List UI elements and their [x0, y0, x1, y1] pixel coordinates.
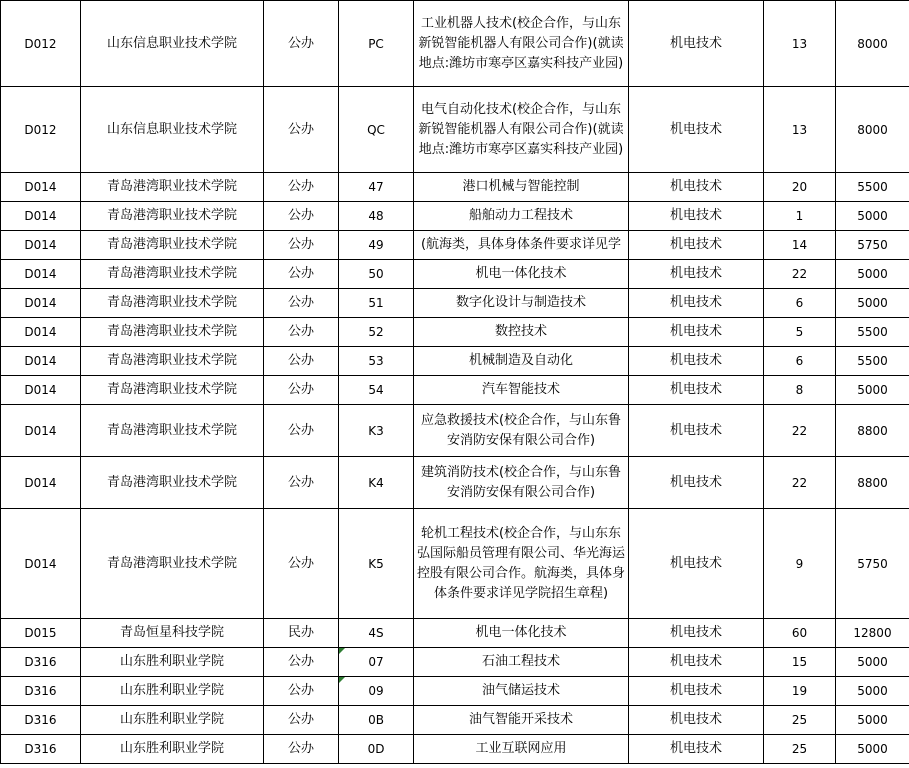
table-row: [1, 648, 909, 677]
school-type: 公办: [264, 231, 339, 260]
school-name: 山东胜利职业学院: [81, 677, 264, 706]
school-type: 公办: [264, 648, 339, 677]
major-category: 机电技术: [629, 457, 764, 509]
school-code: D014: [1, 231, 81, 260]
table-row: [1, 289, 909, 318]
major-category: 机电技术: [629, 405, 764, 457]
table-row: [1, 231, 909, 260]
major-category: 机电技术: [629, 260, 764, 289]
table-row: [1, 405, 909, 457]
school-code: D316: [1, 706, 81, 735]
school-type: 公办: [264, 706, 339, 735]
major-name: 机电一体化技术: [414, 619, 629, 648]
tuition-fee: 8800: [836, 457, 909, 509]
major-code: 07: [339, 648, 414, 677]
school-type: 公办: [264, 1, 339, 87]
major-code: 50: [339, 260, 414, 289]
table-row: [1, 202, 909, 231]
school-type: 公办: [264, 405, 339, 457]
major-code: 09: [339, 677, 414, 706]
tuition-fee: 5000: [836, 202, 909, 231]
major-code: K3: [339, 405, 414, 457]
school-name: 山东胜利职业学院: [81, 648, 264, 677]
school-name: 青岛港湾职业技术学院: [81, 405, 264, 457]
major-category: 机电技术: [629, 648, 764, 677]
major-name: 工业机器人技术(校企合作，与山东新锐智能机器人有限公司合作)(就读地点:潍坊市寒亭区嘉实科技产业园): [414, 1, 629, 87]
plan-count: 60: [764, 619, 836, 648]
school-name: 山东胜利职业学院: [81, 706, 264, 735]
table-row: [1, 260, 909, 289]
major-name: 石油工程技术: [414, 648, 629, 677]
school-type: 公办: [264, 457, 339, 509]
major-code: 4S: [339, 619, 414, 648]
major-category: 机电技术: [629, 173, 764, 202]
major-code: 47: [339, 173, 414, 202]
major-category: 机电技术: [629, 509, 764, 619]
plan-count: 13: [764, 87, 836, 173]
school-code: D014: [1, 202, 81, 231]
plan-count: 15: [764, 648, 836, 677]
school-code: D316: [1, 677, 81, 706]
plan-count: 19: [764, 677, 836, 706]
plan-count: 1: [764, 202, 836, 231]
table-row: [1, 376, 909, 405]
major-name: 电气自动化技术(校企合作，与山东新锐智能机器人有限公司合作)(就读地点:潍坊市寒亭区嘉实科技产业园): [414, 87, 629, 173]
school-name: 青岛恒星科技学院: [81, 619, 264, 648]
school-code: D012: [1, 87, 81, 173]
table-row: [1, 735, 909, 764]
school-code: D316: [1, 735, 81, 764]
table-row: [1, 347, 909, 376]
major-name: 应急救援技术(校企合作，与山东鲁安消防安保有限公司合作): [414, 405, 629, 457]
tuition-fee: 5500: [836, 173, 909, 202]
table-row: [1, 1, 909, 87]
school-name: 青岛港湾职业技术学院: [81, 202, 264, 231]
plan-count: 22: [764, 405, 836, 457]
major-category: 机电技术: [629, 677, 764, 706]
school-name: 青岛港湾职业技术学院: [81, 318, 264, 347]
school-name: 山东信息职业技术学院: [81, 1, 264, 87]
table-row: [1, 619, 909, 648]
plan-count: 22: [764, 260, 836, 289]
major-name: 机械制造及自动化: [414, 347, 629, 376]
school-code: D014: [1, 405, 81, 457]
plan-count: 6: [764, 289, 836, 318]
tuition-fee: 5500: [836, 318, 909, 347]
tuition-fee: 5500: [836, 347, 909, 376]
school-type: 公办: [264, 318, 339, 347]
table-row: [1, 706, 909, 735]
school-code: D014: [1, 509, 81, 619]
table-body: [1, 1, 909, 764]
school-type: 公办: [264, 173, 339, 202]
school-code: D014: [1, 457, 81, 509]
tuition-fee: 8000: [836, 87, 909, 173]
school-type: 民办: [264, 619, 339, 648]
major-category: 机电技术: [629, 619, 764, 648]
school-code: D014: [1, 347, 81, 376]
table-row: [1, 173, 909, 202]
school-name: 山东胜利职业学院: [81, 735, 264, 764]
school-type: 公办: [264, 376, 339, 405]
major-name: 数字化设计与制造技术: [414, 289, 629, 318]
major-category: 机电技术: [629, 376, 764, 405]
major-code: 54: [339, 376, 414, 405]
school-type: 公办: [264, 347, 339, 376]
major-category: 机电技术: [629, 1, 764, 87]
major-name: 油气储运技术: [414, 677, 629, 706]
plan-count: 25: [764, 706, 836, 735]
plan-count: 6: [764, 347, 836, 376]
major-name: 建筑消防技术(校企合作，与山东鲁安消防安保有限公司合作): [414, 457, 629, 509]
tuition-fee: 5750: [836, 509, 909, 619]
major-name: 轮机工程技术(校企合作，与山东东弘国际船员管理有限公司、华光海运控股有限公司合作。航海类，具体身体条件要求详见学院招生章程): [414, 509, 629, 619]
major-code: 52: [339, 318, 414, 347]
school-type: 公办: [264, 87, 339, 173]
tuition-fee: 5750: [836, 231, 909, 260]
school-name: 青岛港湾职业技术学院: [81, 260, 264, 289]
major-code: 53: [339, 347, 414, 376]
school-code: D012: [1, 1, 81, 87]
major-code: 49: [339, 231, 414, 260]
table-row: [1, 677, 909, 706]
plan-count: 8: [764, 376, 836, 405]
school-name: 青岛港湾职业技术学院: [81, 457, 264, 509]
plan-count: 14: [764, 231, 836, 260]
major-category: 机电技术: [629, 289, 764, 318]
table-row: [1, 509, 909, 619]
tuition-fee: 5000: [836, 677, 909, 706]
major-category: 机电技术: [629, 202, 764, 231]
plan-count: 22: [764, 457, 836, 509]
tuition-fee: 8800: [836, 405, 909, 457]
major-code: 48: [339, 202, 414, 231]
tuition-fee: 8000: [836, 1, 909, 87]
tuition-fee: 5000: [836, 706, 909, 735]
major-name: 机电一体化技术: [414, 260, 629, 289]
school-code: D014: [1, 173, 81, 202]
major-category: 机电技术: [629, 87, 764, 173]
major-category: 机电技术: [629, 231, 764, 260]
major-code: 0B: [339, 706, 414, 735]
major-category: 机电技术: [629, 706, 764, 735]
school-type: 公办: [264, 677, 339, 706]
school-name: 青岛港湾职业技术学院: [81, 173, 264, 202]
tuition-fee: 12800: [836, 619, 909, 648]
major-code: K4: [339, 457, 414, 509]
tuition-fee: 5000: [836, 735, 909, 764]
school-code: D014: [1, 260, 81, 289]
major-code: K5: [339, 509, 414, 619]
school-type: 公办: [264, 509, 339, 619]
school-code: D014: [1, 289, 81, 318]
school-name: 青岛港湾职业技术学院: [81, 231, 264, 260]
major-category: 机电技术: [629, 318, 764, 347]
plan-count: 13: [764, 1, 836, 87]
major-category: 机电技术: [629, 347, 764, 376]
school-code: D015: [1, 619, 81, 648]
tuition-fee: 5000: [836, 260, 909, 289]
school-code: D316: [1, 648, 81, 677]
major-name: 油气智能开采技术: [414, 706, 629, 735]
school-type: 公办: [264, 260, 339, 289]
plan-count: 25: [764, 735, 836, 764]
school-code: D014: [1, 376, 81, 405]
plan-count: 9: [764, 509, 836, 619]
tuition-fee: 5000: [836, 376, 909, 405]
major-code: 51: [339, 289, 414, 318]
school-type: 公办: [264, 735, 339, 764]
school-name: 青岛港湾职业技术学院: [81, 509, 264, 619]
school-name: 山东信息职业技术学院: [81, 87, 264, 173]
major-code: PC: [339, 1, 414, 87]
tuition-fee: 5000: [836, 648, 909, 677]
major-name: 港口机械与智能控制: [414, 173, 629, 202]
table-row: [1, 457, 909, 509]
major-name: 工业互联网应用: [414, 735, 629, 764]
major-name: 汽车智能技术: [414, 376, 629, 405]
school-type: 公办: [264, 289, 339, 318]
school-name: 青岛港湾职业技术学院: [81, 376, 264, 405]
major-name: (航海类，具体身体条件要求详见学: [414, 231, 629, 260]
table-row: [1, 318, 909, 347]
plan-count: 20: [764, 173, 836, 202]
school-code: D014: [1, 318, 81, 347]
tuition-fee: 5000: [836, 289, 909, 318]
major-code: QC: [339, 87, 414, 173]
table-row: [1, 87, 909, 173]
school-name: 青岛港湾职业技术学院: [81, 289, 264, 318]
plan-count: 5: [764, 318, 836, 347]
school-type: 公办: [264, 202, 339, 231]
major-code: 0D: [339, 735, 414, 764]
major-name: 数控技术: [414, 318, 629, 347]
major-category: 机电技术: [629, 735, 764, 764]
major-name: 船舶动力工程技术: [414, 202, 629, 231]
school-name: 青岛港湾职业技术学院: [81, 347, 264, 376]
